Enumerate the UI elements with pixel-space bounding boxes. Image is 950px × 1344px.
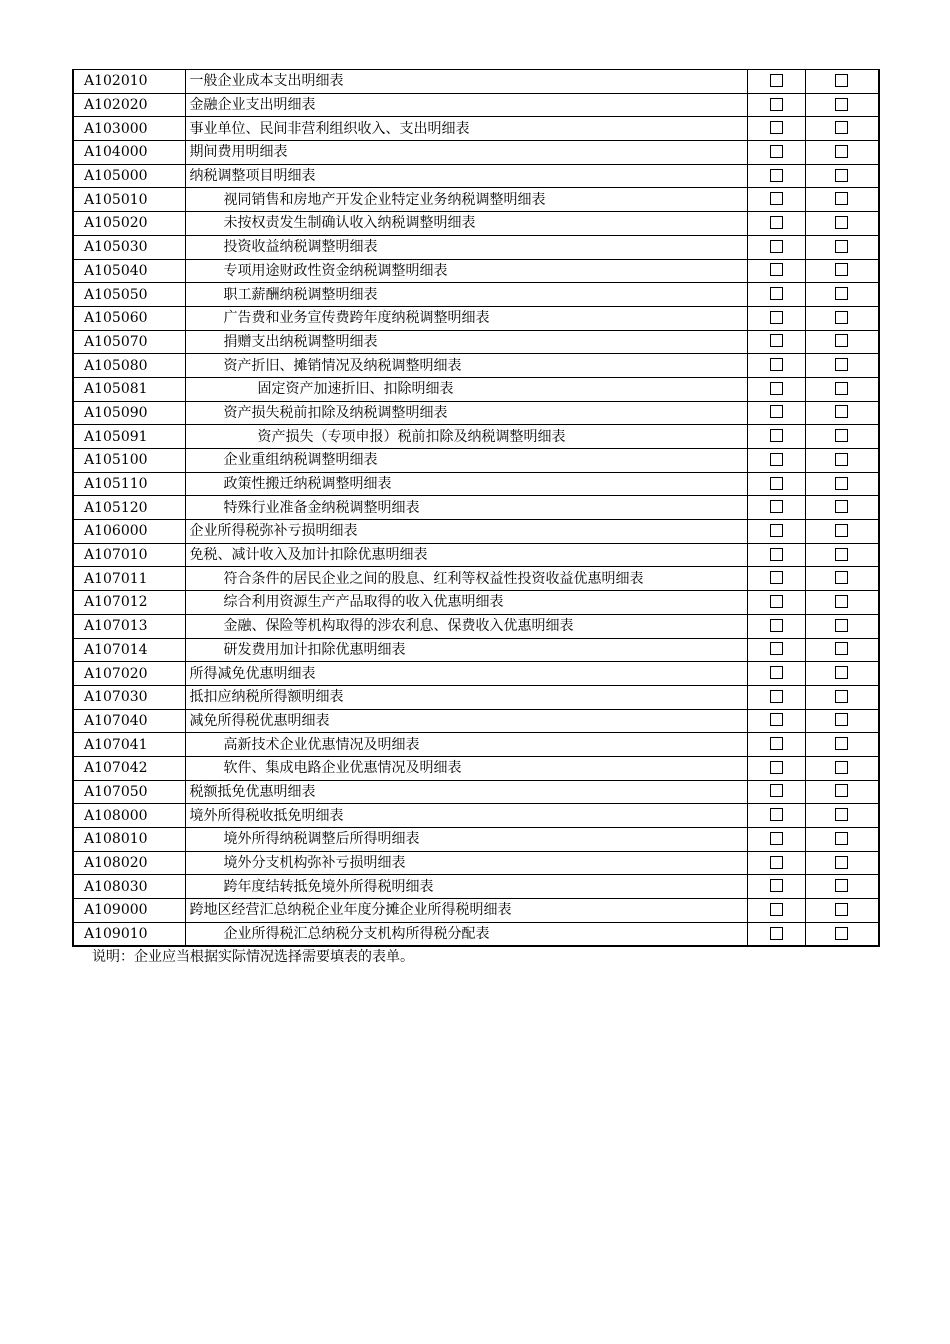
checkbox-cell bbox=[747, 425, 805, 449]
table-row bbox=[73, 543, 879, 567]
checkbox-cell bbox=[747, 259, 805, 283]
checkbox-cell bbox=[747, 614, 805, 638]
form-code: A107040 bbox=[73, 709, 185, 733]
checkbox-cell bbox=[747, 496, 805, 520]
checkbox-cell bbox=[805, 567, 879, 591]
form-name: 跨年度结转抵免境外所得税明细表 bbox=[185, 875, 747, 899]
table-row bbox=[73, 188, 879, 212]
checkbox-cell bbox=[805, 70, 879, 94]
checkbox-cell bbox=[805, 733, 879, 757]
form-name: 税额抵免优惠明细表 bbox=[185, 780, 747, 804]
form-code: A105060 bbox=[73, 306, 185, 330]
checkbox-cell bbox=[805, 93, 879, 117]
select-checkbox-a[interactable] bbox=[770, 240, 783, 253]
form-code: A105090 bbox=[73, 401, 185, 425]
checkbox-cell bbox=[805, 425, 879, 449]
select-checkbox-a[interactable] bbox=[770, 216, 783, 229]
form-code: A107013 bbox=[73, 614, 185, 638]
form-name: 境外分支机构弥补亏损明细表 bbox=[185, 851, 747, 875]
checkbox-cell bbox=[747, 591, 805, 615]
checkbox-cell bbox=[747, 117, 805, 141]
select-checkbox-a[interactable] bbox=[770, 169, 783, 182]
select-checkbox-a[interactable] bbox=[770, 832, 783, 845]
checkbox-cell bbox=[747, 449, 805, 473]
table-row bbox=[73, 638, 879, 662]
form-code: A107042 bbox=[73, 756, 185, 780]
select-checkbox-b[interactable] bbox=[835, 666, 848, 679]
form-name: 软件、集成电路企业优惠情况及明细表 bbox=[185, 756, 747, 780]
checkbox-cell bbox=[805, 875, 879, 899]
select-checkbox-a[interactable] bbox=[770, 121, 783, 134]
table-row bbox=[73, 851, 879, 875]
checkbox-cell bbox=[747, 780, 805, 804]
form-code: A105020 bbox=[73, 212, 185, 236]
form-code: A105110 bbox=[73, 472, 185, 496]
form-code: A107014 bbox=[73, 638, 185, 662]
checkbox-cell bbox=[747, 212, 805, 236]
form-code: A109010 bbox=[73, 922, 185, 946]
select-checkbox-b[interactable] bbox=[835, 713, 848, 726]
form-code: A107010 bbox=[73, 543, 185, 567]
select-checkbox-a[interactable] bbox=[770, 98, 783, 111]
checkbox-cell bbox=[805, 449, 879, 473]
select-checkbox-b[interactable] bbox=[835, 263, 848, 276]
checkbox-cell bbox=[805, 283, 879, 307]
select-checkbox-a[interactable] bbox=[770, 74, 783, 87]
select-checkbox-a[interactable] bbox=[770, 287, 783, 300]
table-row bbox=[73, 259, 879, 283]
table-row bbox=[73, 283, 879, 307]
checkbox-cell bbox=[747, 733, 805, 757]
table-row bbox=[73, 804, 879, 828]
select-checkbox-b[interactable] bbox=[835, 240, 848, 253]
checkbox-cell bbox=[805, 141, 879, 165]
checkbox-cell bbox=[747, 662, 805, 686]
form-name: 纳税调整项目明细表 bbox=[185, 164, 747, 188]
select-checkbox-b[interactable] bbox=[835, 879, 848, 892]
select-checkbox-a[interactable] bbox=[770, 927, 783, 940]
select-checkbox-a[interactable] bbox=[770, 145, 783, 158]
table-row bbox=[73, 780, 879, 804]
select-checkbox-a[interactable] bbox=[770, 879, 783, 892]
table-row bbox=[73, 756, 879, 780]
form-code: A103000 bbox=[73, 117, 185, 141]
checkbox-cell bbox=[747, 330, 805, 354]
checkbox-cell bbox=[805, 117, 879, 141]
select-checkbox-b[interactable] bbox=[835, 311, 848, 324]
form-code: A104000 bbox=[73, 141, 185, 165]
checkbox-cell bbox=[747, 354, 805, 378]
checkbox-cell bbox=[747, 709, 805, 733]
checkbox-cell bbox=[747, 875, 805, 899]
table-row bbox=[73, 449, 879, 473]
select-checkbox-b[interactable] bbox=[835, 619, 848, 632]
form-name: 未按权责发生制确认收入纳税调整明细表 bbox=[185, 212, 747, 236]
checkbox-cell bbox=[747, 520, 805, 544]
checkbox-cell bbox=[747, 93, 805, 117]
select-checkbox-a[interactable] bbox=[770, 856, 783, 869]
form-code: A105091 bbox=[73, 425, 185, 449]
table-row bbox=[73, 828, 879, 852]
checkbox-cell bbox=[747, 283, 805, 307]
select-checkbox-a[interactable] bbox=[770, 642, 783, 655]
table-body bbox=[73, 70, 879, 947]
checkbox-cell bbox=[747, 188, 805, 212]
form-name: 专项用途财政性资金纳税调整明细表 bbox=[185, 259, 747, 283]
form-name: 企业重组纳税调整明细表 bbox=[185, 449, 747, 473]
form-name: 境外所得纳税调整后所得明细表 bbox=[185, 828, 747, 852]
select-checkbox-a[interactable] bbox=[770, 382, 783, 395]
select-checkbox-a[interactable] bbox=[770, 571, 783, 584]
checkbox-cell bbox=[747, 828, 805, 852]
select-checkbox-b[interactable] bbox=[835, 690, 848, 703]
table-row bbox=[73, 567, 879, 591]
select-checkbox-b[interactable] bbox=[835, 287, 848, 300]
table-row bbox=[73, 591, 879, 615]
form-code: A105010 bbox=[73, 188, 185, 212]
form-code: A107011 bbox=[73, 567, 185, 591]
select-checkbox-b[interactable] bbox=[835, 784, 848, 797]
select-checkbox-a[interactable] bbox=[770, 737, 783, 750]
form-code: A105040 bbox=[73, 259, 185, 283]
form-name: 政策性搬迁纳税调整明细表 bbox=[185, 472, 747, 496]
checkbox-cell bbox=[805, 922, 879, 946]
checkbox-cell bbox=[747, 543, 805, 567]
checkbox-cell bbox=[747, 804, 805, 828]
table-row bbox=[73, 70, 879, 94]
select-checkbox-b[interactable] bbox=[835, 192, 848, 205]
select-checkbox-a[interactable] bbox=[770, 263, 783, 276]
table-row bbox=[73, 93, 879, 117]
checkbox-cell bbox=[747, 685, 805, 709]
table-row bbox=[73, 117, 879, 141]
checkbox-cell bbox=[805, 780, 879, 804]
form-code: A105050 bbox=[73, 283, 185, 307]
checkbox-cell bbox=[805, 520, 879, 544]
table-row bbox=[73, 922, 879, 946]
table-row bbox=[73, 709, 879, 733]
select-checkbox-b[interactable] bbox=[835, 761, 848, 774]
select-checkbox-a[interactable] bbox=[770, 334, 783, 347]
table-row bbox=[73, 425, 879, 449]
table-row bbox=[73, 685, 879, 709]
table-row bbox=[73, 141, 879, 165]
form-name: 综合利用资源生产产品取得的收入优惠明细表 bbox=[185, 591, 747, 615]
form-code: A107030 bbox=[73, 685, 185, 709]
form-name: 资产损失税前扣除及纳税调整明细表 bbox=[185, 401, 747, 425]
select-checkbox-a[interactable] bbox=[770, 358, 783, 371]
table-row bbox=[73, 899, 879, 923]
form-name: 金融、保险等机构取得的涉农利息、保费收入优惠明细表 bbox=[185, 614, 747, 638]
form-name: 高新技术企业优惠情况及明细表 bbox=[185, 733, 747, 757]
checkbox-cell bbox=[747, 235, 805, 259]
checkbox-cell bbox=[805, 899, 879, 923]
select-checkbox-a[interactable] bbox=[770, 808, 783, 821]
form-name: 金融企业支出明细表 bbox=[185, 93, 747, 117]
select-checkbox-a[interactable] bbox=[770, 192, 783, 205]
select-checkbox-a[interactable] bbox=[770, 903, 783, 916]
checkbox-cell bbox=[805, 496, 879, 520]
form-name: 研发费用加计扣除优惠明细表 bbox=[185, 638, 747, 662]
form-name: 捐赠支出纳税调整明细表 bbox=[185, 330, 747, 354]
form-code: A105000 bbox=[73, 164, 185, 188]
checkbox-cell bbox=[805, 828, 879, 852]
select-checkbox-a[interactable] bbox=[770, 500, 783, 513]
checkbox-cell bbox=[805, 472, 879, 496]
form-name: 企业所得税弥补亏损明细表 bbox=[185, 520, 747, 544]
form-code: A107041 bbox=[73, 733, 185, 757]
select-checkbox-b[interactable] bbox=[835, 453, 848, 466]
checkbox-cell bbox=[747, 70, 805, 94]
select-checkbox-b[interactable] bbox=[835, 903, 848, 916]
form-code: A105120 bbox=[73, 496, 185, 520]
checkbox-cell bbox=[805, 306, 879, 330]
checkbox-cell bbox=[747, 377, 805, 401]
checkbox-cell bbox=[805, 235, 879, 259]
form-name: 减免所得税优惠明细表 bbox=[185, 709, 747, 733]
checkbox-cell bbox=[747, 756, 805, 780]
checkbox-cell bbox=[747, 164, 805, 188]
select-checkbox-b[interactable] bbox=[835, 571, 848, 584]
form-code: A108010 bbox=[73, 828, 185, 852]
checkbox-cell bbox=[805, 164, 879, 188]
select-checkbox-b[interactable] bbox=[835, 927, 848, 940]
select-checkbox-a[interactable] bbox=[770, 761, 783, 774]
form-name: 免税、减计收入及加计扣除优惠明细表 bbox=[185, 543, 747, 567]
form-code: A106000 bbox=[73, 520, 185, 544]
select-checkbox-b[interactable] bbox=[835, 405, 848, 418]
select-checkbox-b[interactable] bbox=[835, 832, 848, 845]
form-name: 境外所得税收抵免明细表 bbox=[185, 804, 747, 828]
form-name: 视同销售和房地产开发企业特定业务纳税调整明细表 bbox=[185, 188, 747, 212]
checkbox-cell bbox=[747, 851, 805, 875]
table-row bbox=[73, 377, 879, 401]
select-checkbox-a[interactable] bbox=[770, 429, 783, 442]
checkbox-cell bbox=[805, 591, 879, 615]
form-name: 广告费和业务宣传费跨年度纳税调整明细表 bbox=[185, 306, 747, 330]
table-row bbox=[73, 401, 879, 425]
form-code: A105030 bbox=[73, 235, 185, 259]
checkbox-cell bbox=[805, 259, 879, 283]
select-checkbox-a[interactable] bbox=[770, 690, 783, 703]
checkbox-cell bbox=[747, 638, 805, 662]
checkbox-cell bbox=[747, 472, 805, 496]
form-name: 固定资产加速折旧、扣除明细表 bbox=[185, 377, 747, 401]
table-row bbox=[73, 235, 879, 259]
select-checkbox-b[interactable] bbox=[835, 477, 848, 490]
form-code: A108030 bbox=[73, 875, 185, 899]
select-checkbox-b[interactable] bbox=[835, 642, 848, 655]
select-checkbox-b[interactable] bbox=[835, 121, 848, 134]
form-selection-table bbox=[72, 69, 880, 947]
table-row bbox=[73, 472, 879, 496]
checkbox-cell bbox=[747, 141, 805, 165]
form-code: A105100 bbox=[73, 449, 185, 473]
form-code: A105081 bbox=[73, 377, 185, 401]
select-checkbox-b[interactable] bbox=[835, 808, 848, 821]
form-name: 资产损失（专项申报）税前扣除及纳税调整明细表 bbox=[185, 425, 747, 449]
checkbox-cell bbox=[805, 354, 879, 378]
table-row bbox=[73, 496, 879, 520]
form-code: A102020 bbox=[73, 93, 185, 117]
checkbox-cell bbox=[747, 922, 805, 946]
select-checkbox-b[interactable] bbox=[835, 358, 848, 371]
form-code: A102010 bbox=[73, 70, 185, 94]
select-checkbox-b[interactable] bbox=[835, 524, 848, 537]
note-text: 说明：企业应当根据实际情况选择需要填表的表单。 bbox=[92, 949, 414, 965]
select-checkbox-b[interactable] bbox=[835, 382, 848, 395]
checkbox-cell bbox=[805, 756, 879, 780]
form-code: A105070 bbox=[73, 330, 185, 354]
select-checkbox-b[interactable] bbox=[835, 429, 848, 442]
form-name: 职工薪酬纳税调整明细表 bbox=[185, 283, 747, 307]
form-name: 一般企业成本支出明细表 bbox=[185, 70, 747, 94]
select-checkbox-a[interactable] bbox=[770, 524, 783, 537]
select-checkbox-b[interactable] bbox=[835, 737, 848, 750]
table-row bbox=[73, 662, 879, 686]
select-checkbox-a[interactable] bbox=[770, 311, 783, 324]
form-name: 资产折旧、摊销情况及纳税调整明细表 bbox=[185, 354, 747, 378]
select-checkbox-b[interactable] bbox=[835, 74, 848, 87]
form-code: A105080 bbox=[73, 354, 185, 378]
form-name: 期间费用明细表 bbox=[185, 141, 747, 165]
checkbox-cell bbox=[747, 401, 805, 425]
checkbox-cell bbox=[805, 543, 879, 567]
form-name: 企业所得税汇总纳税分支机构所得税分配表 bbox=[185, 922, 747, 946]
select-checkbox-b[interactable] bbox=[835, 548, 848, 561]
checkbox-cell bbox=[805, 377, 879, 401]
form-code: A107020 bbox=[73, 662, 185, 686]
select-checkbox-a[interactable] bbox=[770, 548, 783, 561]
select-checkbox-b[interactable] bbox=[835, 98, 848, 111]
table-row bbox=[73, 164, 879, 188]
select-checkbox-a[interactable] bbox=[770, 666, 783, 679]
form-name: 跨地区经营汇总纳税企业年度分摊企业所得税明细表 bbox=[185, 899, 747, 923]
form-name: 抵扣应纳税所得额明细表 bbox=[185, 685, 747, 709]
table-row bbox=[73, 212, 879, 236]
form-code: A107012 bbox=[73, 591, 185, 615]
form-name: 特殊行业准备金纳税调整明细表 bbox=[185, 496, 747, 520]
table-row bbox=[73, 306, 879, 330]
checkbox-cell bbox=[805, 804, 879, 828]
table-row bbox=[73, 354, 879, 378]
form-code: A108000 bbox=[73, 804, 185, 828]
form-name: 投资收益纳税调整明细表 bbox=[185, 235, 747, 259]
checkbox-cell bbox=[805, 188, 879, 212]
select-checkbox-b[interactable] bbox=[835, 216, 848, 229]
checkbox-cell bbox=[805, 212, 879, 236]
form-name: 符合条件的居民企业之间的股息、红利等权益性投资收益优惠明细表 bbox=[185, 567, 747, 591]
select-checkbox-a[interactable] bbox=[770, 477, 783, 490]
table-row bbox=[73, 520, 879, 544]
checkbox-cell bbox=[805, 662, 879, 686]
select-checkbox-b[interactable] bbox=[835, 145, 848, 158]
checkbox-cell bbox=[805, 330, 879, 354]
form-code: A108020 bbox=[73, 851, 185, 875]
select-checkbox-a[interactable] bbox=[770, 453, 783, 466]
table-row bbox=[73, 733, 879, 757]
form-name: 所得减免优惠明细表 bbox=[185, 662, 747, 686]
form-code: A109000 bbox=[73, 899, 185, 923]
checkbox-cell bbox=[805, 614, 879, 638]
select-checkbox-b[interactable] bbox=[835, 856, 848, 869]
select-checkbox-b[interactable] bbox=[835, 169, 848, 182]
checkbox-cell bbox=[747, 567, 805, 591]
select-checkbox-b[interactable] bbox=[835, 595, 848, 608]
checkbox-cell bbox=[805, 709, 879, 733]
checkbox-cell bbox=[747, 899, 805, 923]
checkbox-cell bbox=[805, 685, 879, 709]
table-row bbox=[73, 330, 879, 354]
table-row bbox=[73, 875, 879, 899]
checkbox-cell bbox=[805, 401, 879, 425]
select-checkbox-a[interactable] bbox=[770, 595, 783, 608]
table-row bbox=[73, 614, 879, 638]
select-checkbox-b[interactable] bbox=[835, 334, 848, 347]
select-checkbox-a[interactable] bbox=[770, 405, 783, 418]
select-checkbox-b[interactable] bbox=[835, 500, 848, 513]
form-name: 事业单位、民间非营利组织收入、支出明细表 bbox=[185, 117, 747, 141]
checkbox-cell bbox=[805, 638, 879, 662]
select-checkbox-a[interactable] bbox=[770, 784, 783, 797]
form-code: A107050 bbox=[73, 780, 185, 804]
checkbox-cell bbox=[747, 306, 805, 330]
select-checkbox-a[interactable] bbox=[770, 713, 783, 726]
select-checkbox-a[interactable] bbox=[770, 619, 783, 632]
checkbox-cell bbox=[805, 851, 879, 875]
